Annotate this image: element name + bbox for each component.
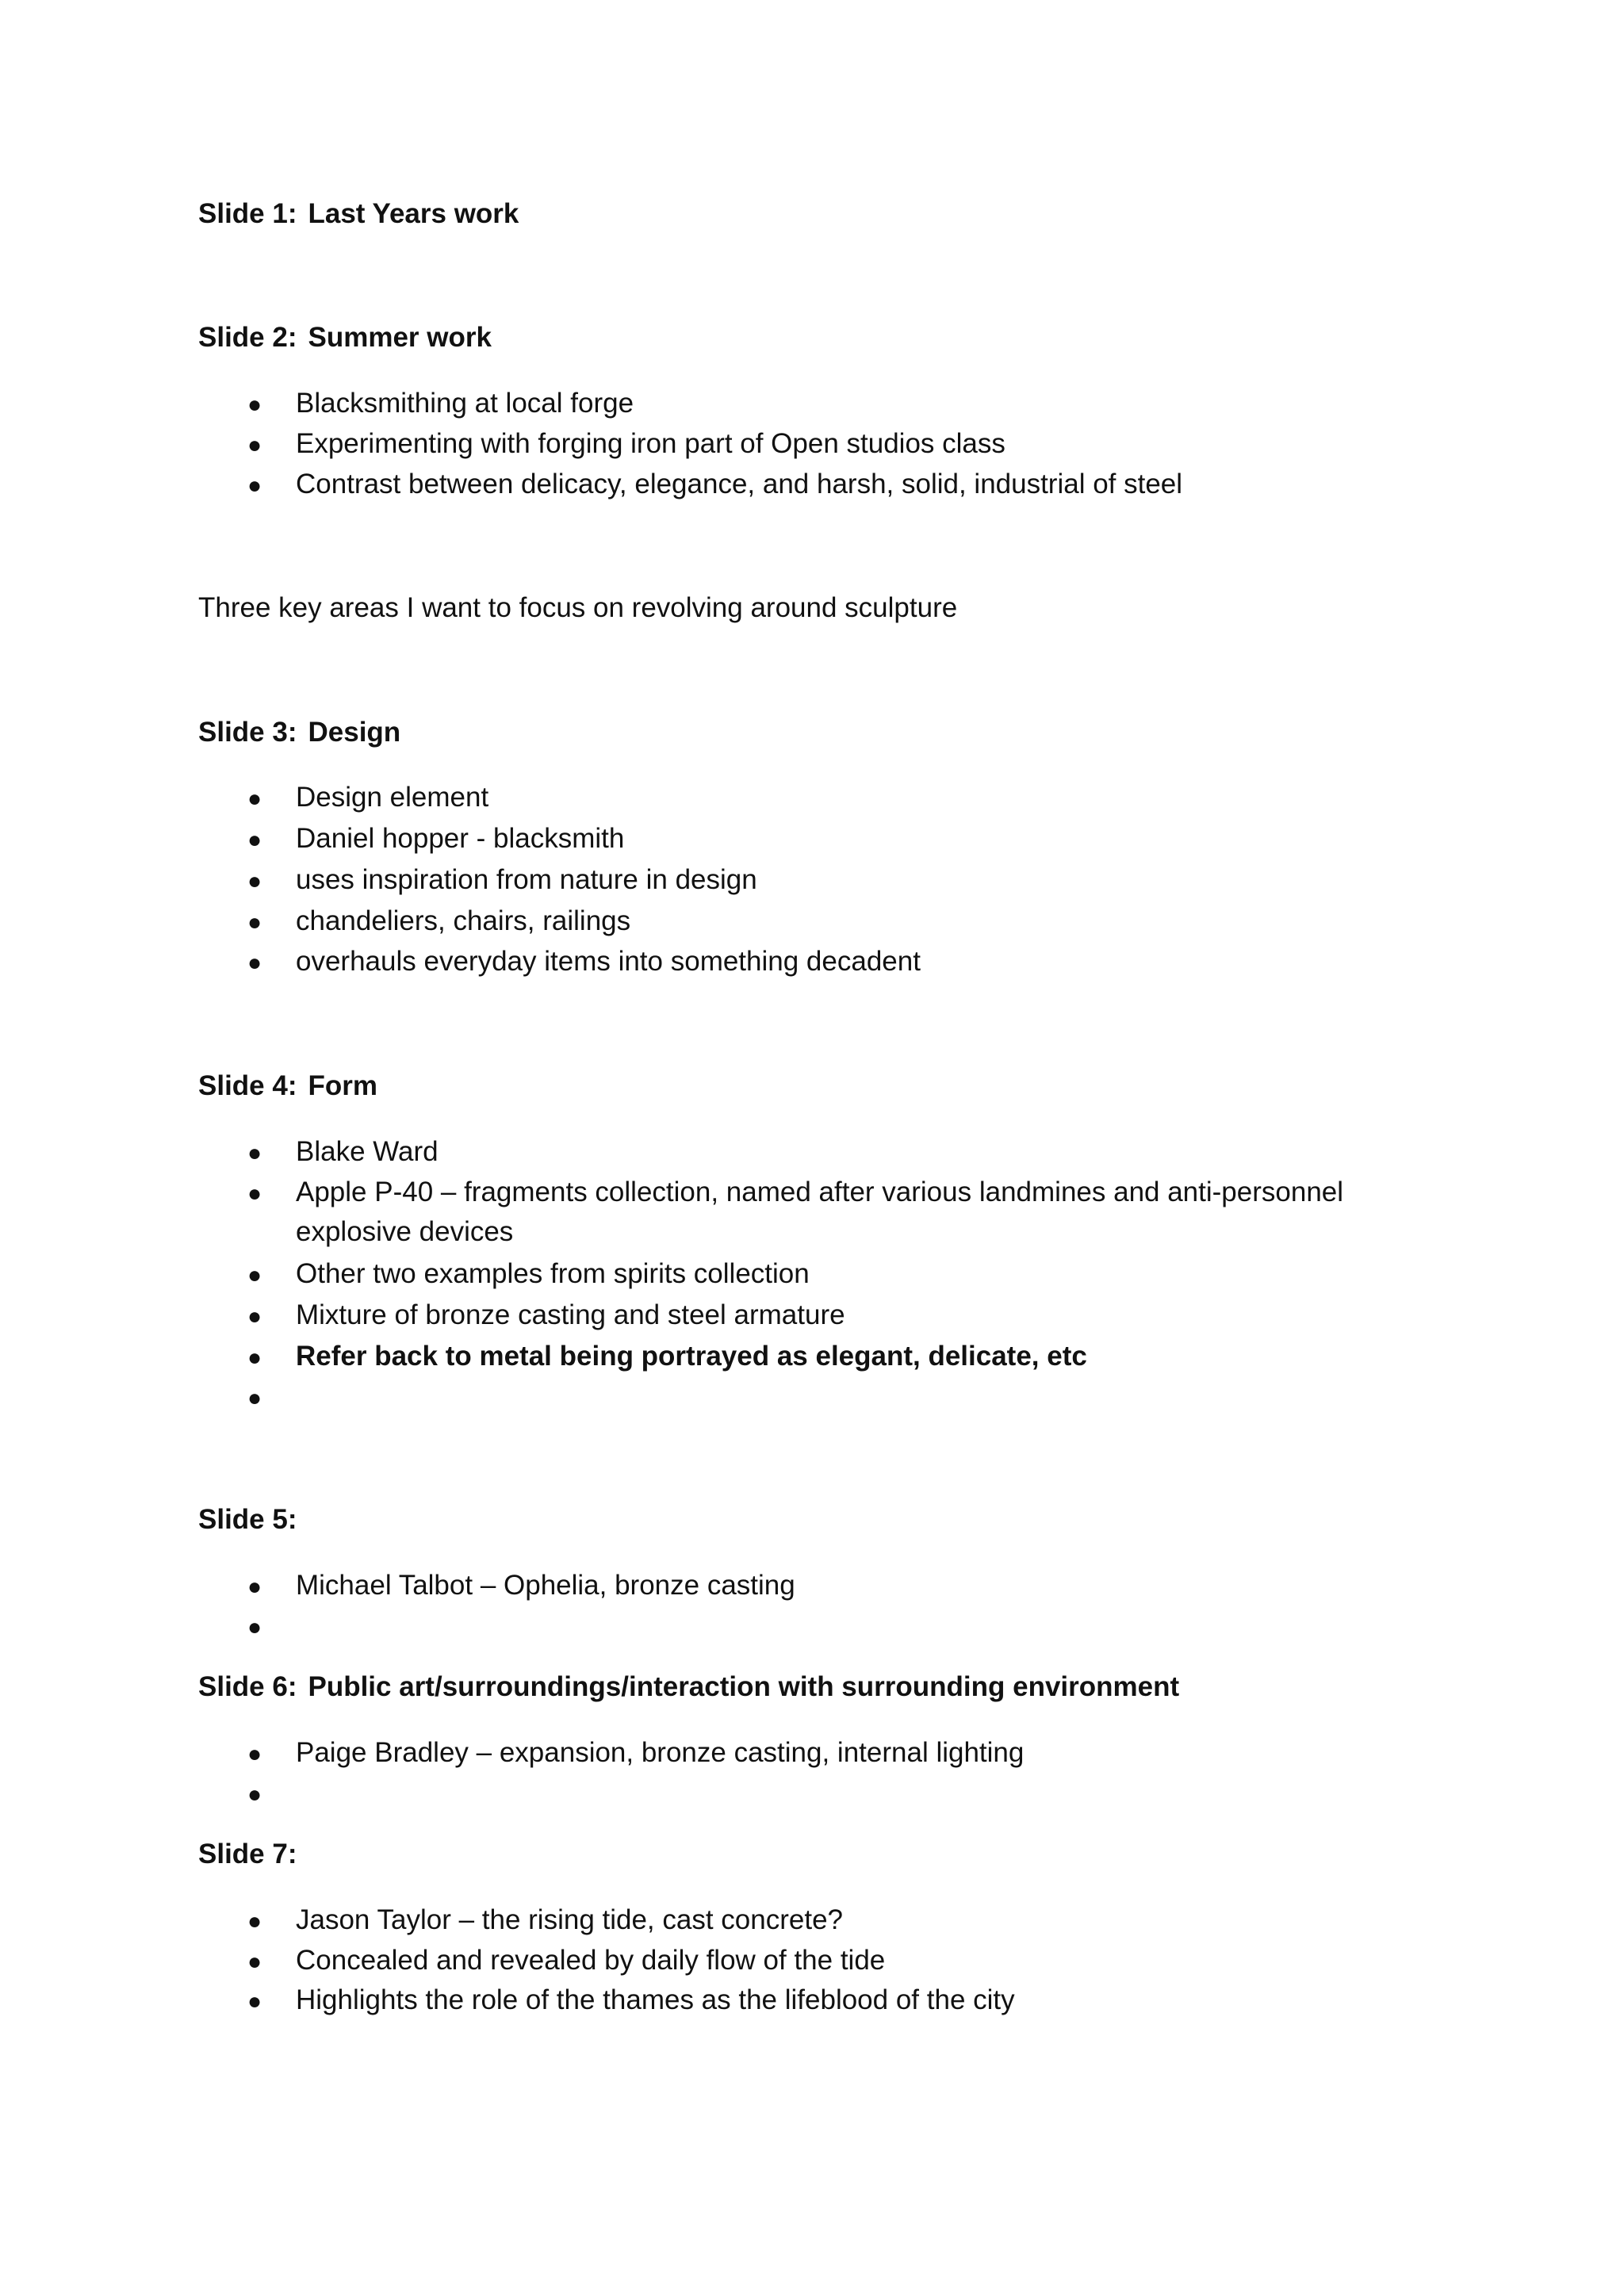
bullet-dot: ● xyxy=(247,1781,262,1808)
slide-4-bullet-4: Mixture of bronze casting and steel armature xyxy=(296,1299,845,1330)
slide-6-bullet-1: Paige Bradley – expansion, bronze casting, internal lighting xyxy=(296,1737,1025,1768)
slide-4-number: Slide 4: xyxy=(198,1070,297,1101)
slide-4-bullet-1: Blake Ward xyxy=(296,1136,439,1167)
slide-4-bullet-5: Refer back to metal being portrayed as elegant, delicate, etc xyxy=(296,1341,1087,1372)
bullet-dot: ● xyxy=(247,827,262,853)
bullet-dot: ● xyxy=(247,909,262,936)
slide-7-heading xyxy=(198,1837,308,1872)
slide-2-bullet-3: Contrast between delicacy, elegance, and harsh, solid, industrial of steel xyxy=(296,469,1183,499)
bullet-dot: ● xyxy=(247,1741,262,1767)
slide-1-number: Slide 1: xyxy=(198,198,297,229)
slide-3-bullet-2: Daniel hopper - blacksmith xyxy=(296,823,625,854)
slide-5-heading xyxy=(198,1502,308,1537)
slide-3-bullet-3: uses inspiration from nature in design xyxy=(296,864,757,895)
slide-3-number: Slide 3: xyxy=(198,717,297,748)
slide-2-bullet-1: Blacksmithing at local forge xyxy=(296,388,634,419)
slide-7-number: Slide 7: xyxy=(198,1839,297,1869)
bullet-dot: ● xyxy=(247,1988,262,2015)
slide-4-bullet-2-continued: explosive devices xyxy=(296,1216,514,1247)
slide-6-title: Public art/surroundings/interaction with surrounding environment xyxy=(308,1671,1180,1702)
slide-3-heading xyxy=(198,715,400,750)
slide-7-bullet-3: Highlights the role of the thames as the lifeblood of the city xyxy=(296,1984,1015,2015)
bullet-dot: ● xyxy=(247,432,262,458)
slide-4-heading xyxy=(198,1069,377,1104)
bullet-dot: ● xyxy=(247,868,262,894)
slide-4-title: Form xyxy=(308,1070,377,1101)
slide-1-heading xyxy=(198,197,519,232)
slide-3-bullet-4: chandeliers, chairs, railings xyxy=(296,905,631,936)
slide-4-bullet-2: Apple P-40 – fragments collection, named after various landmines and anti-personnel xyxy=(296,1177,1344,1207)
slide-3-title: Design xyxy=(308,717,401,748)
slide-2-number: Slide 2: xyxy=(198,322,297,353)
slide-1-title: Last Years work xyxy=(308,198,519,229)
slide-5-bullet-1: Michael Talbot – Ophelia, bronze casting xyxy=(296,1570,795,1601)
bullet-dot: ● xyxy=(247,1303,262,1330)
bullet-dot: ● xyxy=(247,1385,262,1411)
slide-3-bullet-5: overhauls everyday items into something decadent xyxy=(296,946,921,977)
slide-6-heading xyxy=(198,1670,1179,1705)
slide-7-bullet-1: Jason Taylor – the rising tide, cast concrete? xyxy=(296,1904,844,1935)
bullet-dot: ● xyxy=(247,1574,262,1600)
slide-4-bullet-3: Other two examples from spirits collection xyxy=(296,1258,810,1289)
bullet-dot: ● xyxy=(247,1181,262,1207)
bullet-dot: ● xyxy=(247,1262,262,1288)
slide-6-number: Slide 6: xyxy=(198,1671,297,1702)
slide-3-bullet-1: Design element xyxy=(296,782,489,813)
slide-2-heading xyxy=(198,320,492,355)
bullet-dot: ● xyxy=(247,950,262,976)
intro-text: Three key areas I want to focus on revolving around sculpture xyxy=(198,592,958,623)
bullet-dot: ● xyxy=(247,1140,262,1166)
bullet-dot: ● xyxy=(247,392,262,418)
bullet-dot: ● xyxy=(247,1949,262,1975)
bullet-dot: ● xyxy=(247,1345,262,1371)
slide-2-bullet-2: Experimenting with forging iron part of Open studios class xyxy=(296,428,1005,459)
bullet-dot: ● xyxy=(247,786,262,812)
bullet-dot: ● xyxy=(247,1614,262,1640)
slide-5-number: Slide 5: xyxy=(198,1504,297,1535)
slide-2-title: Summer work xyxy=(308,322,492,353)
bullet-dot: ● xyxy=(247,1908,262,1934)
bullet-dot: ● xyxy=(247,473,262,499)
slide-7-bullet-2: Concealed and revealed by daily flow of the tide xyxy=(296,1945,886,1976)
